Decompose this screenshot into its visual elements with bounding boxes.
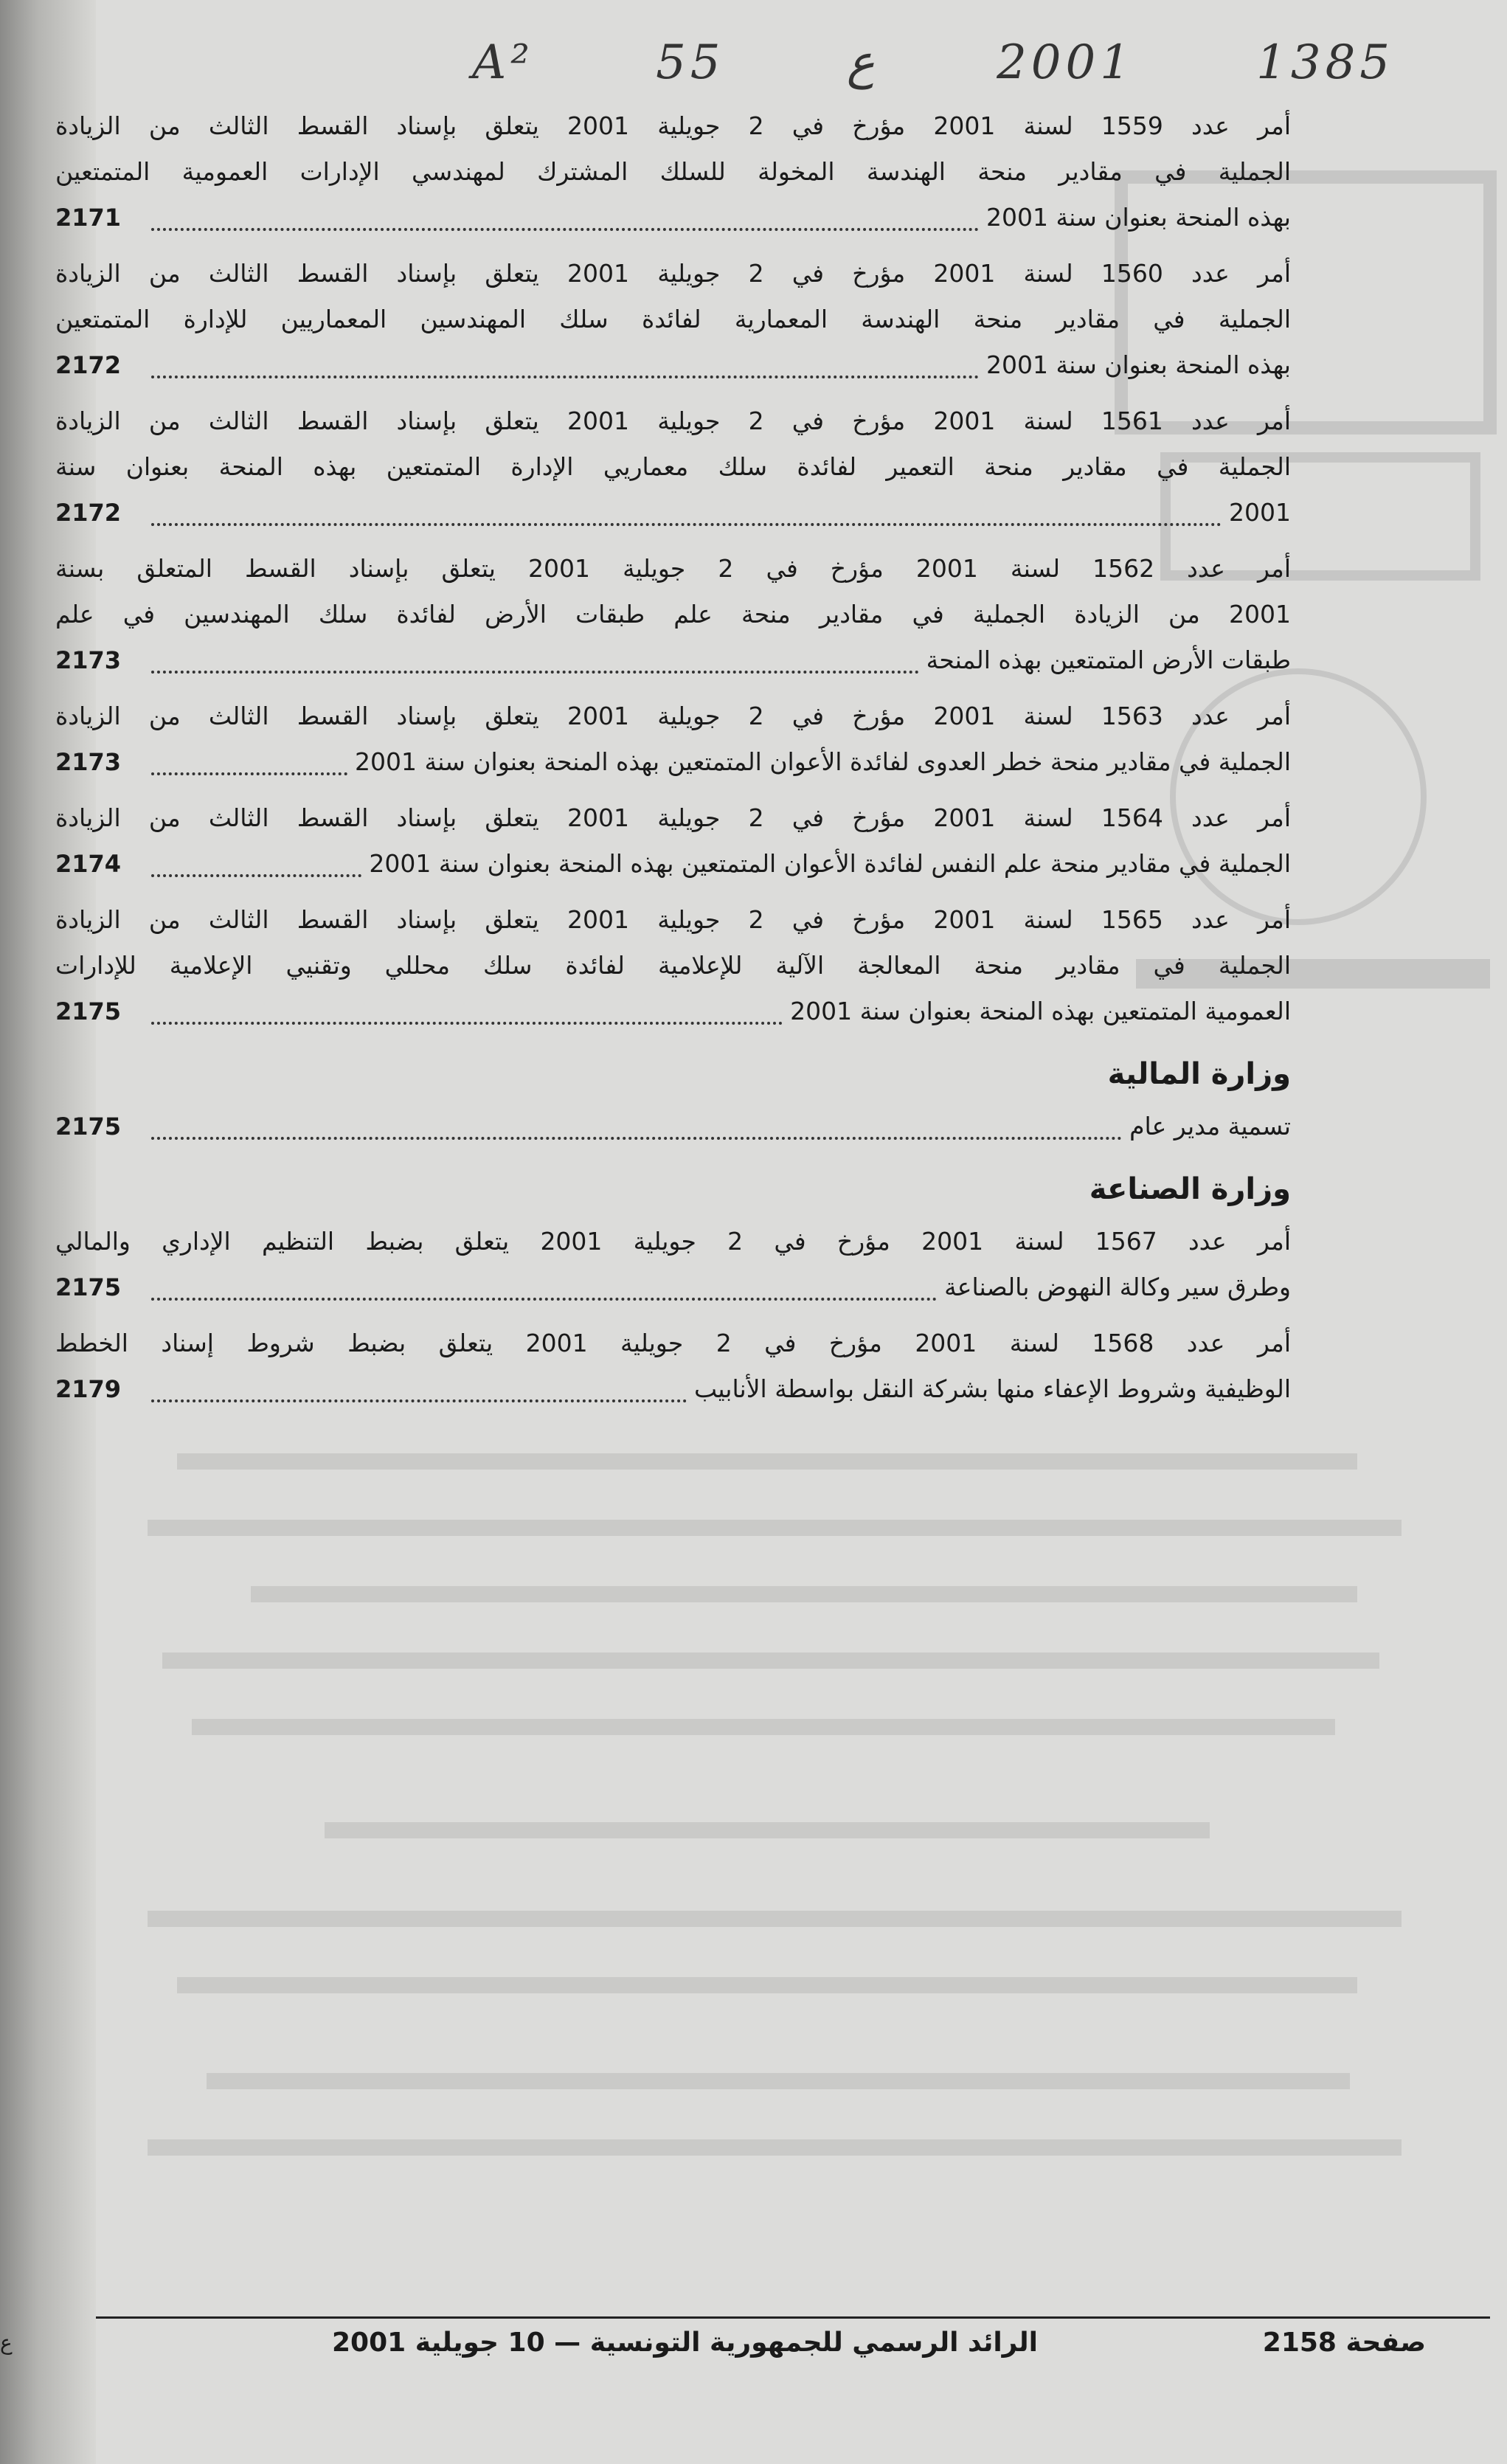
entry-line: العمومية المتمتعين بهذه المنحة بعنوان سنة 2001 2175	[55, 989, 1291, 1034]
page-number: 2172	[55, 351, 122, 379]
footer-page-label: صفحة 2158	[1262, 2328, 1426, 2358]
decree-entry	[55, 693, 1291, 785]
handwritten-code: A²	[472, 35, 534, 90]
leader-dots	[151, 1268, 937, 1301]
leader-dots	[151, 743, 347, 775]
handwritten-year: 2001	[997, 35, 1134, 90]
decree-entry	[55, 1104, 1291, 1149]
entry-line: الجملية في مقادير منحة الهندسة المعمارية لفائدة سلك المهندسين المعماريين للإدارة المتمتعين	[55, 305, 1291, 333]
decree-entry	[55, 897, 1291, 1034]
leader-dots	[151, 494, 1222, 526]
page-number: 2173	[55, 748, 122, 776]
entry-line: أمر عدد 1564 لسنة 2001 مؤرخ في 2 جويلية 2001 يتعلق بإسناد القسط الثالث من الزيادة	[55, 803, 1292, 832]
footer-journal-title: الرائد الرسمي للجمهورية التونسية — 10 جويلية 2001	[332, 2328, 1038, 2358]
entry-line: أمر عدد 1567 لسنة 2001 مؤرخ في 2 جويلية 2001 يتعلق بضبط التنظيم الإداري والمالي	[55, 1227, 1291, 1256]
decree-entry	[55, 1321, 1291, 1412]
entry-line: أمر عدد 1560 لسنة 2001 مؤرخ في 2 جويلية 2001 يتعلق بإسناد القسط الثالث من الزيادة	[55, 259, 1292, 288]
decree-entry	[55, 103, 1291, 240]
entry-line: الجملية في مقادير منحة علم النفس لفائدة الأعوان المتمتعين بهذه المنحة بعنوان سنة 2001 2174	[55, 841, 1291, 887]
entry-line: وطرق سير وكالة النهوض بالصناعة 2175	[55, 1264, 1291, 1310]
entry-line: أمر عدد 1562 لسنة 2001 مؤرخ في 2 جويلية 2001 يتعلق بإسناد القسط المتعلق بسنة	[55, 554, 1292, 583]
leader-dots	[151, 198, 979, 231]
entry-line: 2001 من الزيادة الجملية في مقادير منحة علم طبقات الأرض لفائدة سلك المهندسين في علم	[55, 600, 1291, 629]
entry-line: بهذه المنحة بعنوان سنة 2001 2172	[55, 342, 1291, 388]
entry-line: أمر عدد 1563 لسنة 2001 مؤرخ في 2 جويلية 2001 يتعلق بإسناد القسط الثالث من الزيادة	[55, 702, 1292, 730]
decree-entry	[55, 546, 1291, 683]
page-number: 2175	[55, 1112, 122, 1141]
page-number: 2175	[55, 1273, 122, 1301]
decree-entry	[55, 251, 1291, 388]
table-of-contents	[55, 103, 1291, 1422]
page-number: 2179	[55, 1375, 122, 1403]
entry-line: تسمية مدير عام 2175	[55, 1104, 1291, 1149]
leader-dots	[151, 992, 783, 1025]
entry-line: طبقات الأرض المتمتعين بهذه المنحة 2173	[55, 637, 1291, 683]
decree-entry	[55, 1219, 1291, 1310]
page-number: 2173	[55, 646, 122, 674]
entry-line: أمر عدد 1559 لسنة 2001 مؤرخ في 2 جويلية 2001 يتعلق بإسناد القسط الثالث من الزيادة	[55, 111, 1292, 140]
footer-edge-mark: ع	[0, 2330, 13, 2355]
entry-line: أمر عدد 1568 لسنة 2001 مؤرخ في 2 جويلية 2001 يتعلق بضبط شروط إسناد الخطط	[55, 1329, 1291, 1357]
leader-dots	[151, 1370, 687, 1402]
handwritten-number: 55	[656, 35, 725, 90]
handwritten-annotation	[472, 22, 1394, 103]
entry-line: أمر عدد 1561 لسنة 2001 مؤرخ في 2 جويلية 2001 يتعلق بإسناد القسط الثالث من الزيادة	[55, 406, 1292, 435]
handwritten-reference: 1385	[1256, 35, 1394, 90]
footer-divider	[96, 2316, 1490, 2319]
page-number: 2175	[55, 997, 122, 1025]
page-footer	[0, 2328, 1507, 2379]
page-number: 2174	[55, 850, 122, 878]
entry-line: بهذه المنحة بعنوان سنة 2001 2171	[55, 195, 1291, 240]
decree-entry	[55, 398, 1291, 536]
section-heading-finance: وزارة المالية	[1107, 1057, 1291, 1091]
decree-entry	[55, 795, 1291, 887]
bleed-through-text	[103, 1439, 1505, 2250]
entry-line: الجملية في مقادير منحة المعالجة الآلية للإعلامية لفائدة سلك محللي وتقنيي الإعلامية للإدارات	[55, 951, 1291, 980]
entry-line: 2001 2172	[55, 490, 1291, 536]
page-number: 2171	[55, 204, 122, 232]
entry-line: الجملية في مقادير منحة التعمير لفائدة سلك معماريي الإدارة المتمتعين بهذه المنحة بعنوان سنة	[55, 452, 1291, 481]
entry-line: أمر عدد 1565 لسنة 2001 مؤرخ في 2 جويلية 2001 يتعلق بإسناد القسط الثالث من الزيادة	[55, 905, 1292, 934]
section-heading-industry: وزارة الصناعة	[1089, 1172, 1291, 1206]
entry-line: الوظيفية وشروط الإعفاء منها بشركة النقل بواسطة الأنابيب 2179	[55, 1366, 1291, 1412]
page-number: 2172	[55, 499, 122, 527]
leader-dots	[151, 845, 361, 877]
handwritten-letter: ع	[846, 35, 875, 90]
leader-dots	[151, 346, 979, 378]
entry-line: الجملية في مقادير منحة الهندسة المخولة للسلك المشترك لمهندسي الإدارات العمومية المتمتعين	[55, 157, 1291, 186]
leader-dots	[151, 1107, 1122, 1140]
entry-line: الجملية في مقادير منحة خطر العدوى لفائدة الأعوان المتمتعين بهذه المنحة بعنوان سنة 2001 2173	[55, 739, 1291, 785]
leader-dots	[151, 641, 919, 674]
